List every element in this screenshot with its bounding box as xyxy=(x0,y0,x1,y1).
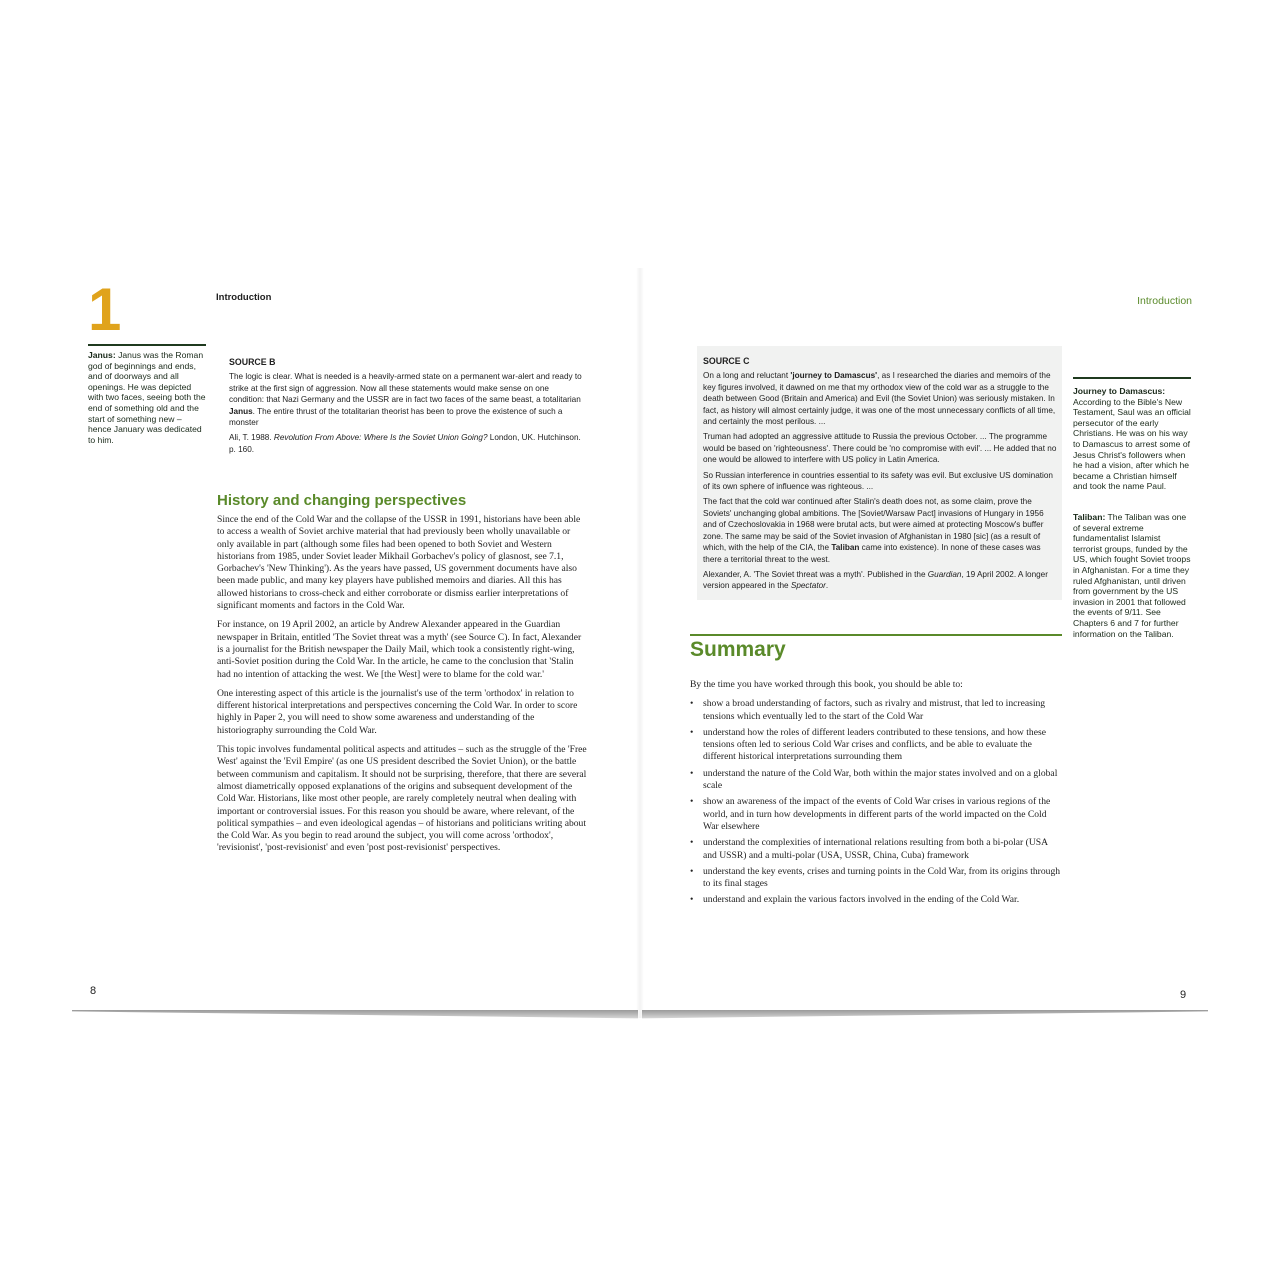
source-c-citation: Alexander, A. 'The Soviet threat was a myth'. Published in the Guardian, 19 April 2002. A longer version appeared in the Spectator. xyxy=(703,569,1048,591)
summary-item: • understand the nature of the Cold War, both within the major states involved and on a global scale xyxy=(703,768,1062,793)
source-b-citation: Ali, T. 1988. Revolution From Above: Where Is the Soviet Union Going? London, UK. Hutchinson. p. 160. xyxy=(229,433,581,454)
margin-note-taliban xyxy=(1073,512,1191,639)
margin-note-rule xyxy=(1073,377,1191,379)
section-heading-history: History and changing perspectives xyxy=(217,492,467,509)
summary-intro: By the time you have worked through this book, you should be able to: xyxy=(690,679,963,690)
margin-note-text: According to the Bible's New Testament, Saul was an official persecutor of the early Christians. He was on his way to Damascus to arrest some of Jesus Christ's followers when he had a vision, after which he became a Christian himself and took the name Paul. xyxy=(1073,396,1191,492)
summary-rule xyxy=(690,634,1062,636)
source-c-bold-term: 'journey to Damascus' xyxy=(790,371,878,381)
book-gutter xyxy=(636,268,644,1018)
right-page-shadow xyxy=(642,1010,1208,1024)
margin-note-text: The Taliban was one of several extreme fundamentalist Islamist terrorist groups, funded by the US, which fought Soviet troops in Afghanistan. For a time they ruled Afghanistan, until driven from government by the US invasion in 2001 that followed the events of 9/11. See Chapters 6 and 7 for further information on the Taliban. xyxy=(1073,512,1191,639)
source-c-paragraph: Truman had adopted an aggressive attitude to Russia the previous October. ... The programme would be based on 'righteousness'. There could be 'no compromise with evil'. ... He added that no one would be allowed to interfere with US policy in Latin America. xyxy=(703,432,1057,465)
summary-item: • understand how the roles of different leaders contributed to these tensions, and how these tensions often led to serious Cold War crises and conflicts, and be able to evaluate the different historical interpretations surrounding them xyxy=(703,727,1062,764)
summary-item: • show a broad understanding of factors, such as rivalry and mistrust, that led to increasing tensions which eventually led to the start of the Cold War xyxy=(703,698,1062,723)
source-c-paragraph: So Russian interference in countries essential to its safety was evil. But exclusive US domination of its own sphere of influence was righteous. ... xyxy=(703,470,1053,492)
margin-note-janus xyxy=(88,350,206,445)
summary-item: • show an awareness of the impact of the events of Cold War crises in various regions of the world, and in turn how developments in different parts of the world impacted on the Cold War elsewhere xyxy=(703,796,1062,833)
running-head-right: Introduction xyxy=(1137,295,1192,307)
page-number-right: 9 xyxy=(1180,989,1187,1001)
page-number-left: 8 xyxy=(90,985,97,997)
source-c-paragraph: The fact that the cold war continued after Stalin's death does not, as some claim, prove the Soviets' unchanging global ambitions. The [Soviet/Warsaw Pact] invasions of Hungary in 1956 and of Czechoslovakia in 1968 were brutal acts, but were aimed at protecting Moscow's buffer zone. The same may be said of the Soviet invasion of Afghanistan in 1980 [sic] (as a result of which, with the help of the CIA, the Taliban came into existence). In none of these cases was there a territorial threat to the west. xyxy=(703,497,1044,564)
chapter-number: 1 xyxy=(88,276,122,343)
source-b-title: SOURCE B xyxy=(229,357,276,367)
left-body-text xyxy=(217,514,589,862)
source-b-bold-term: Janus xyxy=(229,406,253,416)
summary-list xyxy=(690,698,1062,906)
paragraph: One interesting aspect of this article is the journalist's use of the term 'orthodox' in relation to different historical interpretations and perspectives concerning the Cold War. In order to score highly in Paper 2, you will need to show some awareness and understanding of the historiography surrounding the Cold War. xyxy=(217,687,578,736)
source-c-title: SOURCE C xyxy=(703,356,750,366)
source-b-text: The logic is clear. What is needed is a heavily-armed state on a permanent war-alert and ready to strike at the first sign of aggression. Now all these statements would make sense on one condition: that Nazi Germany and the USSR are in fact two faces of the same beast, a totalitarian Janus. The entire thrust of the totalitarian theorist has been to prove the existence of such a monster xyxy=(229,372,582,428)
running-head-left: Introduction xyxy=(216,292,272,303)
paragraph: Since the end of the Cold War and the collapse of the USSR in 1991, historians have been able to access a wealth of Soviet archive material that had previously been wholly unavailable or only available in part (although some files had been opened to both Soviet and Western historians from 1985, under Soviet leader Mikhail Gorbachev's policy of glasnost, see 7.1, Gorbachev's 'New Thinking'). As the years have passed, US government documents have also been made public, and many key players have published memoirs and diaries. All this has allowed historians to cross-check and either corroborate or dismiss earlier interpretations of significant moments and factors in the Cold War. xyxy=(217,514,581,612)
source-c xyxy=(697,346,1062,600)
margin-note-term: Journey to Damascus: xyxy=(1073,386,1166,396)
section-heading-summary: Summary xyxy=(690,638,786,661)
summary-item: • understand the complexities of international relations resulting from both a bi-polar (USA and USSR) and a multi-polar (USA, USSR, China, Cuba) framework xyxy=(703,837,1062,862)
chapter-rule xyxy=(88,344,206,346)
source-c-bold-term: Taliban xyxy=(831,543,860,553)
source-b xyxy=(229,357,585,459)
paragraph: For instance, on 19 April 2002, an article by Andrew Alexander appeared in the Guardian newspaper in Britain, entitled 'The Soviet threat was a myth' (see Source C). In fact, Alexander is a journalist for the British newspaper the Daily Mail, which took a consistently right-wing, anti-Soviet position during the Cold War. In the article, he came to the conclusion that 'Stalin had no intention of attacking the west. We [the West] were to blame for the cold war.' xyxy=(217,619,582,680)
margin-note-text: Janus was the Roman god of beginnings and ends, and of doorways and all openings. He was depicted with two faces, seeing both the end of something old and the start of something new – hence January was dedicated to him. xyxy=(88,350,206,445)
left-page-shadow xyxy=(72,1010,638,1024)
margin-note-term: Janus: xyxy=(88,350,116,360)
summary-item: • understand the key events, crises and turning points in the Cold War, from its origins through to its final stages xyxy=(703,866,1062,891)
source-c-paragraph: On a long and reluctant 'journey to Damascus', as I researched the diaries and memoirs of the key figures involved, it dawned on me that my orthodox view of the cold war as a struggle to the death between Good (Britain and America) and Evil (the Soviet Union) was seriously mistaken. In fact, as history will almost certainly judge, it was one of the most unnecessary conflicts of all time, and certainly the most perilous. ... xyxy=(703,371,1056,427)
paragraph: This topic involves fundamental political aspects and attitudes – such as the struggle of the 'Free West' against the 'Evil Empire' (as one US president described the Soviet Union), or the battle between communism and capitalism. It should not be surprising, therefore, that there are several almost diametrically opposed explanations of the origins and subsequent development of the Cold War. Historians, like most other people, are rarely completely neutral when dealing with important or controversial issues. For this reason you should be aware, where relevant, of the political sympathies – and even ideological agendas – of historians and politicians writing about the Cold War. As you begin to read around the subject, you will come across 'orthodox', 'revisionist', 'post-revisionist' and even 'post post-revisionist' perspectives. xyxy=(217,744,587,854)
margin-note-journey-to-damascus xyxy=(1073,386,1191,492)
summary-body xyxy=(690,679,1062,911)
margin-note-term: Taliban: xyxy=(1073,512,1106,522)
summary-item: • understand and explain the various factors involved in the ending of the Cold War. xyxy=(703,894,1062,906)
